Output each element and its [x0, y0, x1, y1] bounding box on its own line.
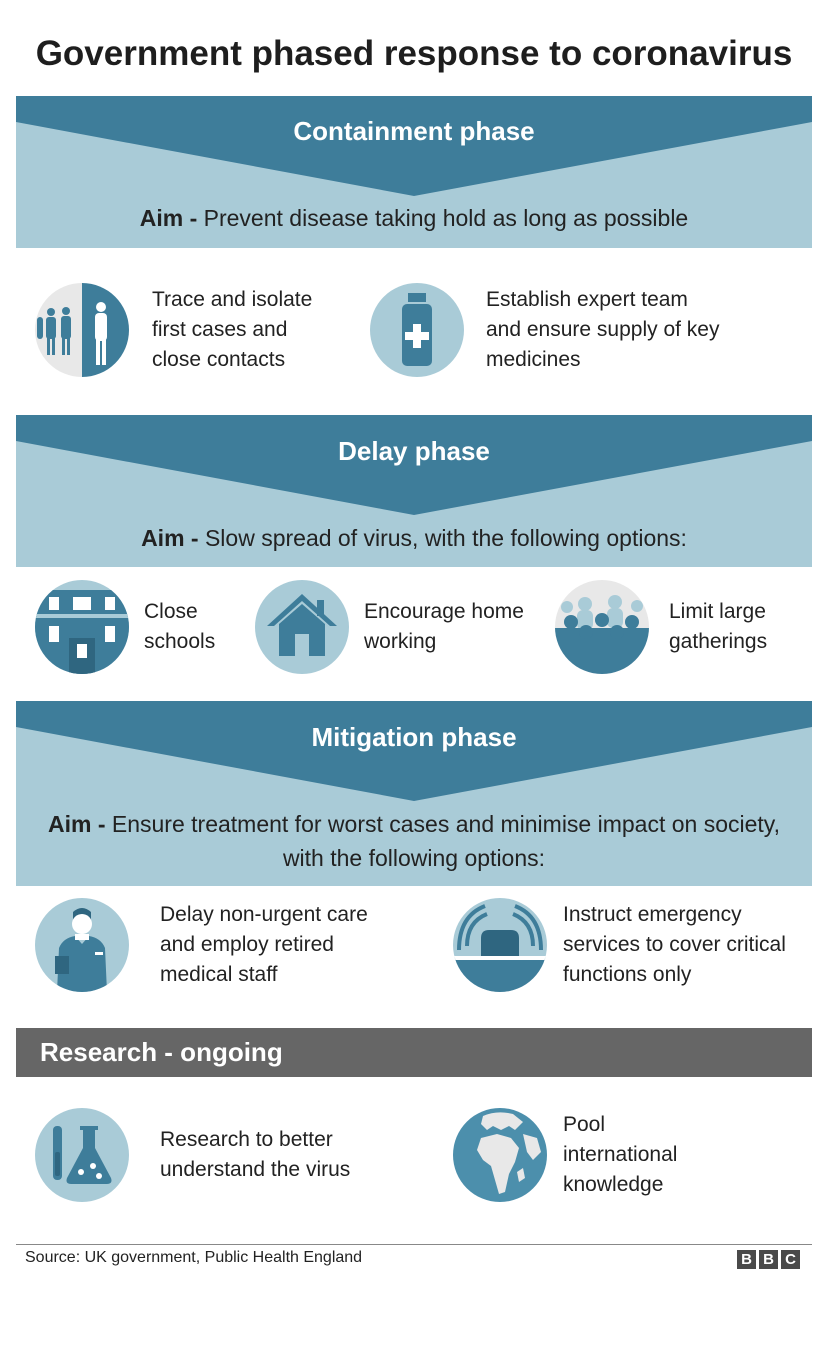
delay-item-text: Limit large gatherings: [669, 600, 768, 653]
delay-item-schools: [35, 580, 245, 674]
source-divider: [16, 1244, 812, 1245]
emergency-siren-icon: [453, 898, 547, 992]
research-item-text: Pool international knowledge: [563, 1113, 678, 1196]
delay-phase-panel: [16, 415, 812, 567]
mitigation-aim: [46, 807, 782, 875]
crowd-icon: [555, 580, 649, 674]
nurse-icon: [35, 898, 129, 992]
mitigation-item-text: Instruct emergency services to cover critical functions only: [563, 903, 786, 986]
lab-flask-icon: [35, 1108, 129, 1202]
source-text: Source: UK government, Public Health England: [25, 1249, 363, 1266]
delay-item-gatherings: [555, 580, 795, 674]
research-item-virus: [35, 1108, 375, 1202]
containment-item-text: Trace and isolate first cases and close contacts: [152, 288, 313, 371]
page-title: Government phased response to coronavirus: [35, 34, 793, 73]
containment-aim: [16, 201, 812, 235]
aim-text: Prevent disease taking hold as long as possible: [203, 205, 689, 231]
research-bar: [16, 1028, 812, 1077]
bbc-logo: [737, 1250, 800, 1269]
containment-item-trace: [35, 283, 355, 377]
containment-phase-panel: [16, 96, 812, 248]
house-icon: [255, 580, 349, 674]
aim-prefix: Aim -: [47, 811, 106, 837]
mitigation-item-staff: [35, 898, 395, 992]
research-item-text: Research to better understand the virus: [160, 1128, 351, 1181]
mitigation-item-emergency: [453, 898, 803, 992]
containment-phase-title: Containment phase: [293, 116, 535, 146]
logo-letter: B: [759, 1250, 778, 1269]
delay-item-home-working: [255, 580, 535, 674]
school-building-icon: [35, 580, 129, 674]
aim-text: Slow spread of virus, with the following options:: [204, 525, 687, 551]
people-silhouette-icon: [35, 283, 129, 377]
globe-icon: [453, 1108, 547, 1202]
research-item-knowledge: [453, 1108, 753, 1202]
aim-prefix: Aim -: [141, 525, 199, 551]
delay-phase-title: Delay phase: [338, 436, 490, 466]
aim-text: Ensure treatment for worst cases and minimise impact on society, with the following options:: [111, 811, 780, 871]
mitigation-item-text: Delay non-urgent care and employ retired medical staff: [160, 903, 368, 986]
containment-item-medicines: [370, 283, 730, 377]
logo-letter: B: [737, 1250, 756, 1269]
mitigation-phase-panel: [16, 701, 812, 886]
delay-item-text: Close schools: [144, 600, 216, 653]
logo-letter: C: [781, 1250, 800, 1269]
delay-item-text: Encourage home working: [364, 600, 524, 653]
medicine-bottle-icon: [370, 283, 464, 377]
containment-item-text: Establish expert team and ensure supply of key medicines: [486, 288, 720, 371]
aim-prefix: Aim -: [139, 205, 198, 231]
delay-aim: [16, 521, 812, 555]
mitigation-phase-title: Mitigation phase: [311, 722, 517, 752]
research-title: Research - ongoing: [40, 1037, 283, 1067]
